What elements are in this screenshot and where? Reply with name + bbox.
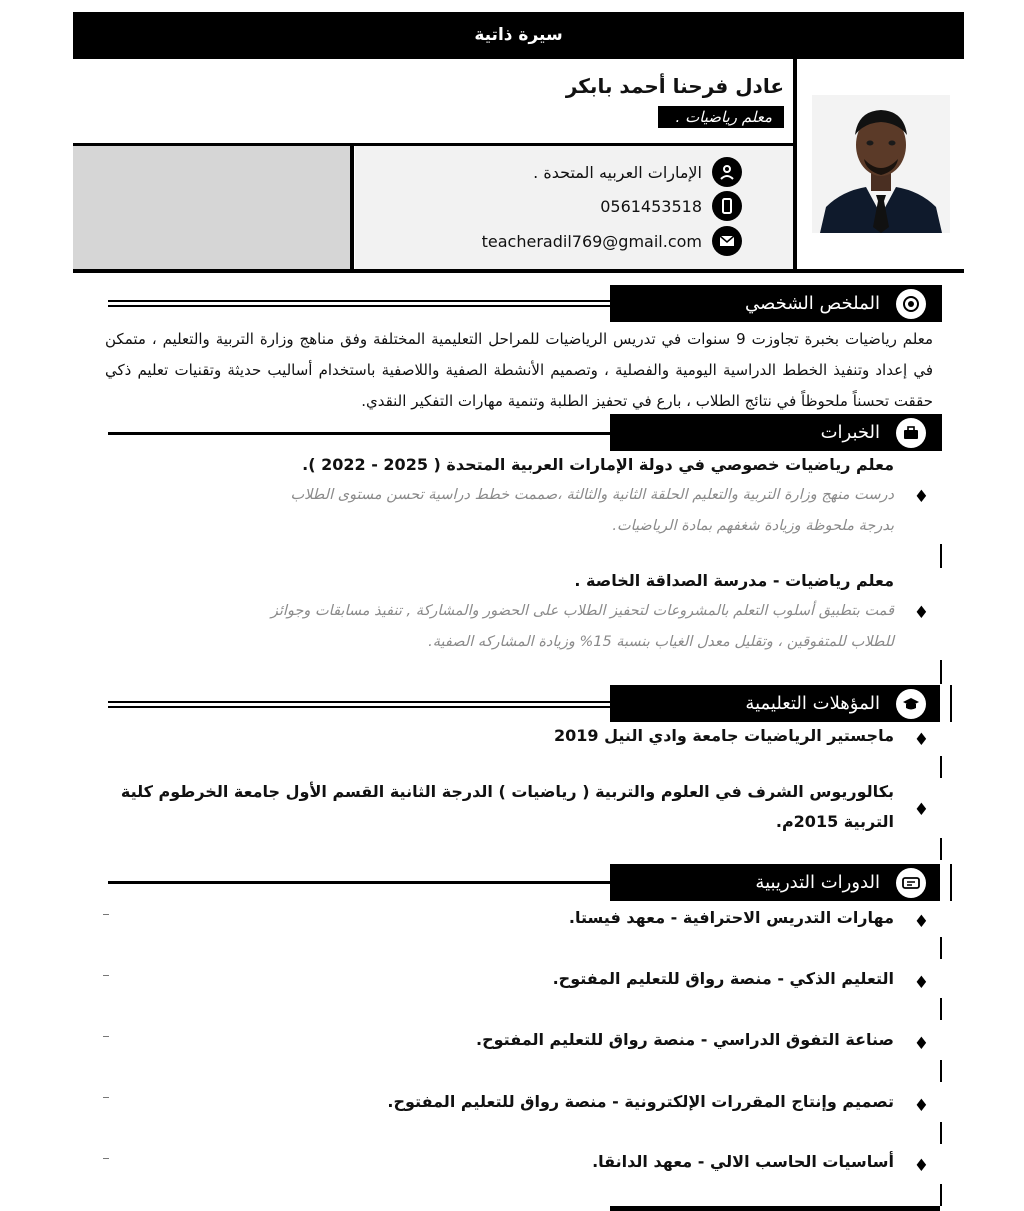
cv-header-bar xyxy=(73,12,964,58)
bullet-diamond-icon: ♦ xyxy=(913,1156,929,1176)
summary-rule xyxy=(108,300,610,307)
bullet-diamond-icon: ♦ xyxy=(913,730,929,750)
section-education-title: المؤهلات التعليمية xyxy=(745,693,880,714)
user-location-icon xyxy=(712,157,742,187)
cv-header-title: سيرة ذاتية xyxy=(474,25,563,45)
timeline-tick xyxy=(940,544,942,568)
summary-head-edge xyxy=(940,285,942,322)
section-courses-header xyxy=(610,864,940,901)
experience-item-desc xyxy=(234,480,894,542)
row-dash xyxy=(103,914,109,915)
experience-item-title: معلم رياضيات - مدرسة الصداقة الخاصة . xyxy=(574,571,894,590)
timeline-tick xyxy=(940,1184,942,1206)
summary-text: معلم رياضيات بخبرة تجاوزت 9 سنوات في تدريس الرياضيات للمراحل التعليمية المختلفة وفق مناهج وزارة التربية والتعليم ، متمكن في إعداد وتنفيذ الخطط الدراسية اليومية والفصلية ، وتصميم الأنشطة الصفية واللاصفية باستخدام أساليب حديثة وتقنيات تعليم ذكي حققت تحسناً ملحوظاً في نتائج الطلاب ، بارع في تحفيز الطلبة وتنمية مهارات التفكير النقدي. xyxy=(105,330,934,410)
sidebar-grey-panel xyxy=(73,146,350,269)
timeline-tick xyxy=(940,838,942,860)
section-courses-title: الدورات التدريبية xyxy=(755,872,880,893)
timeline-tick xyxy=(940,660,942,684)
section-summary-title: الملخص الشخصي xyxy=(744,293,880,314)
certificate-icon xyxy=(896,868,926,898)
bullet-diamond-icon: ♦ xyxy=(913,487,929,507)
graduation-cap-icon xyxy=(896,689,926,719)
contact-email xyxy=(482,226,742,256)
experience-desc-line: درست منهج وزارة التربية والتعليم الحلقة الثانية والثالثة ،صممت خطط دراسية تحسن مستوى الطلاب xyxy=(290,487,894,503)
education-item: ماجستير الرياضيات جامعة وادي النيل 2019 xyxy=(554,726,894,745)
timeline-tick xyxy=(940,937,942,959)
experience-desc-line: بدرجة ملحوظة وزيادة شغفهم بمادة الرياضيات. xyxy=(612,518,894,534)
avatar-illustration xyxy=(812,95,950,233)
section-experience-header xyxy=(610,414,940,451)
timeline-tick xyxy=(940,1122,942,1144)
profile-name: عادل فرحنا أحمد بابكر xyxy=(565,74,784,98)
section-experience-title: الخبرات xyxy=(820,422,880,443)
row-dash xyxy=(103,1036,109,1037)
experience-desc-line: للطلاب للمتفوقين ، وتقليل معدل الغياب بنسبة 15% وزيادة المشاركه الصفية. xyxy=(428,634,894,650)
bullet-diamond-icon: ♦ xyxy=(913,800,929,820)
course-item: صناعة التفوق الدراسي - منصة رواق للتعليم المفتوح. xyxy=(476,1030,894,1049)
courses-rule xyxy=(108,881,610,884)
bullet-diamond-icon: ♦ xyxy=(913,912,929,932)
section-education-header xyxy=(610,685,940,722)
photo-divider xyxy=(793,58,797,272)
experience-head-edge xyxy=(940,414,942,451)
row-dash xyxy=(103,1097,109,1098)
header-divider-bottom xyxy=(73,269,964,273)
email-icon xyxy=(712,226,742,256)
education-item: التربية 2015م. xyxy=(775,812,894,831)
experience-desc-line: قمت بتطبيق أسلوب التعلم بالمشروعات لتحفيز الطلاب على الحضور والمشاركة , تنفيذ مسابقات وجوائز xyxy=(270,603,894,619)
bullet-diamond-icon: ♦ xyxy=(913,603,929,623)
contact-phone xyxy=(600,191,742,221)
phone-icon xyxy=(712,191,742,221)
contact-phone-text[interactable]: 0561453518 xyxy=(600,196,702,216)
bullet-diamond-icon: ♦ xyxy=(913,973,929,993)
education-rule xyxy=(108,701,610,708)
section-summary-header xyxy=(610,285,940,322)
next-section-header-edge xyxy=(610,1206,940,1211)
timeline-tick xyxy=(940,756,942,778)
header-divider-top xyxy=(73,58,964,59)
experience-rule xyxy=(108,432,610,435)
profile-job-title: معلم رياضيات . xyxy=(658,106,784,128)
contact-address xyxy=(533,157,742,187)
education-item: بكالوريوس الشرف في العلوم والتربية ( رياضيات ) الدرجة الثانية القسم الأول جامعة الخرطوم كلية xyxy=(120,782,894,801)
course-item: التعليم الذكي - منصة رواق للتعليم المفتوح. xyxy=(552,969,894,988)
timeline-tick xyxy=(940,1060,942,1082)
education-head-edge xyxy=(950,685,952,722)
contact-address-text: الإمارات العربيه المتحدة . xyxy=(533,162,702,182)
courses-head-edge xyxy=(950,864,952,901)
course-item: أساسيات الحاسب الالي - معهد الدانقا. xyxy=(592,1152,894,1171)
experience-item-title: معلم رياضيات خصوصي في دولة الإمارات العربية المتحدة ( 2025 - 2022 ). xyxy=(302,455,894,474)
contact-email-text[interactable]: teacheradil769@gmail.com xyxy=(481,231,702,251)
target-icon xyxy=(896,289,926,319)
profile-photo xyxy=(812,95,950,233)
course-item: تصميم وإنتاج المقررات الإلكترونية - منصة رواق للتعليم المفتوح. xyxy=(387,1092,894,1111)
row-dash xyxy=(103,1158,109,1159)
experience-item-desc xyxy=(234,596,894,658)
briefcase-icon xyxy=(896,418,926,448)
timeline-tick xyxy=(940,998,942,1020)
bullet-diamond-icon: ♦ xyxy=(913,1034,929,1054)
course-item: مهارات التدريس الاحترافية - معهد فيستا. xyxy=(568,908,894,927)
row-dash xyxy=(103,975,109,976)
bullet-diamond-icon: ♦ xyxy=(913,1096,929,1116)
